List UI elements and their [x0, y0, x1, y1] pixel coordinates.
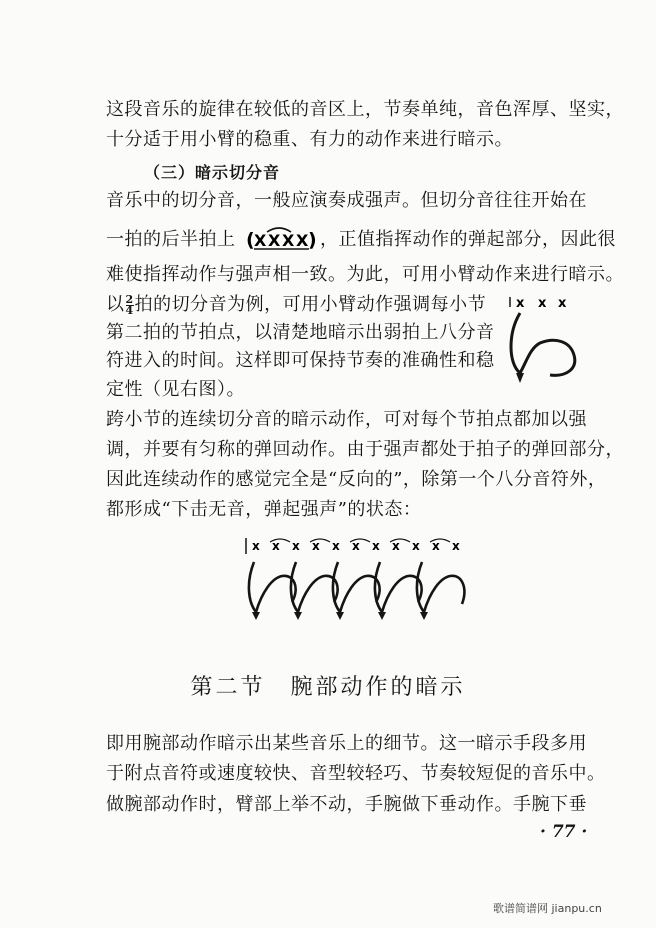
time-signature [125, 292, 134, 317]
figure-2-mark-9: x [412, 539, 420, 553]
figure-2-mark-2: x [272, 539, 280, 553]
figure-2-mark-3: x [292, 539, 300, 553]
subheading-syncopation: （三）暗示切分音 [144, 163, 281, 182]
paragraph-2-line-6: 符进入的时间。这样即可保持节奏的准确性和稳 [106, 350, 495, 371]
paragraph-2-line-2-a: 一拍的后半拍上 [106, 229, 236, 250]
rhythm-note-4: X [295, 231, 309, 250]
conducting-figure-single [500, 293, 590, 393]
rhythm-paren-right: ) [307, 229, 317, 251]
paragraph-3-line-4: 都形成“下击无音，弹起强声”的状态： [106, 499, 422, 520]
paragraph-3-line-1: 跨小节的连续切分音的暗示动作，可对每个节拍点都加以强 [106, 409, 587, 430]
paragraph-4-line-3: 做腕部动作时，臂部上举不动，手腕做下垂动作。手腕下垂 [106, 794, 587, 815]
rhythm-paren-left: ( [245, 229, 255, 251]
time-signature-top: 2 [125, 292, 134, 306]
figure-1-mark-2: x [538, 296, 547, 311]
figure-2-beat-paths [249, 562, 464, 612]
paragraph-1-line-2: 十分适于用小臂的稳重、有力的动作来进行暗示。 [106, 129, 513, 150]
figure-2-mark-4: x [312, 539, 320, 553]
paragraph-2-line-1: 音乐中的切分音，一般应演奏成强声。但切分音往往开始在 [106, 190, 587, 211]
figure-2-mark-6: x [352, 539, 360, 553]
figure-1-mark-1: x [516, 296, 525, 311]
paragraph-2-line-7: 定性（见右图）。 [106, 379, 245, 400]
figure-1-mark-3: x [558, 296, 567, 311]
paragraph-4-line-2: 于附点音符或速度较快、音型较轻巧、节奏较短促的音乐中。 [106, 763, 606, 784]
figure-2-mark-7: x [372, 539, 380, 553]
paragraph-2-line-4 [106, 293, 486, 317]
paragraph-1-line-1: 这段音乐的旋律在较低的音区上，节奏单纯，音色浑厚、坚实， [106, 99, 624, 120]
figure-2-mark-8: x [392, 539, 400, 553]
figure-2-mark-11: x [452, 539, 460, 553]
paragraph-2-line-5: 第二拍的节拍点，以清楚地暗示出弱拍上八分音 [106, 322, 495, 343]
paragraph-2-line-4-b: 拍的切分音为例，可用小臂动作强调每小节 [134, 294, 487, 315]
conducting-figure-continuous [240, 532, 480, 622]
rhythm-note-1: X [253, 231, 267, 250]
rhythm-note-3: X [281, 231, 295, 250]
paragraph-4-line-1: 即用腕部动作暗示出某些音乐上的细节。这一暗示手段多用 [106, 733, 587, 754]
rhythm-note-2: X [267, 231, 281, 250]
figure-2-mark-10: x [432, 539, 440, 553]
figure-1-beat-point [516, 373, 524, 383]
paragraph-2-line-3: 难使指挥动作与强声相一致。为此，可用小臂动作来进行暗示。 [106, 264, 624, 285]
figure-2-mark-1: x [252, 539, 260, 553]
figure-2-beat-points [252, 612, 428, 620]
paragraph-2-line-4-a: 以 [106, 294, 125, 315]
section-title: 第二节 腕部动作的暗示 [190, 675, 466, 700]
figure-2-mark-5: x [332, 539, 340, 553]
watermark-text: 歌谱简谱网 jianpu.cn [493, 902, 602, 915]
paragraph-2-line-2 [106, 228, 616, 252]
rhythm-figure [242, 214, 317, 252]
paragraph-3-line-2: 调，并要有匀称的弹回动作。由于强声都处于拍子的弹回部分， [106, 439, 624, 460]
paragraph-3-line-3: 因此连续动作的感觉完全是“反向的”，除第一个八分音符外， [106, 469, 607, 490]
page-number: · 77 · [540, 822, 588, 842]
time-signature-bottom: 4 [125, 303, 134, 317]
paragraph-2-line-2-b: ，正值指挥动作的弹起部分，因此很 [319, 229, 616, 250]
figure-1-beat-path [511, 313, 575, 375]
